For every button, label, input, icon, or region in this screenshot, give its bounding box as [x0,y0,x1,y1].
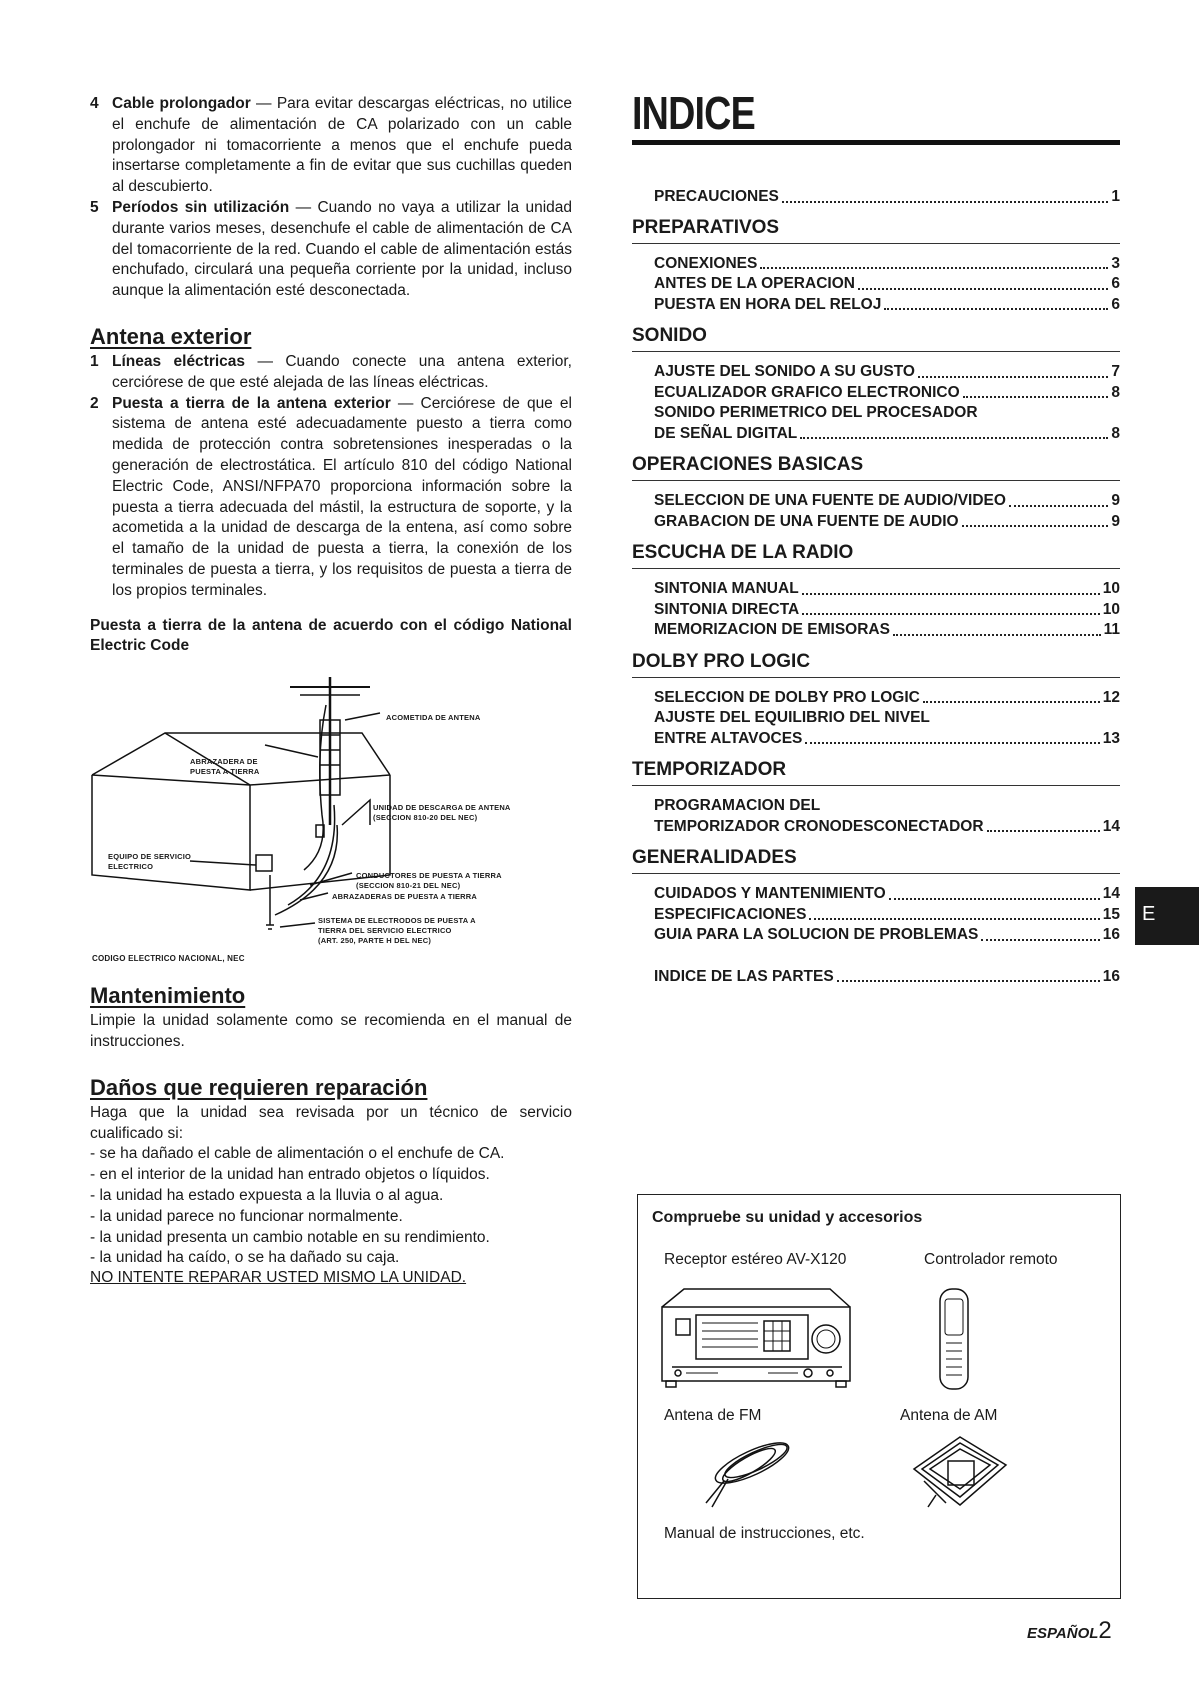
label-sistema-1: SISTEMA DE ELECTRODOS DE PUESTA A [318,916,476,926]
remote-icon [934,1285,974,1395]
toc-entry[interactable]: CONEXIONES 3 [654,254,1120,272]
accessories-box [637,1194,1121,1599]
safety-list-top [90,94,572,302]
toc-category: GENERALIDADES [632,847,1120,874]
footer-language: ESPAÑOL [1027,1625,1099,1642]
am-antenna-icon [906,1431,1014,1513]
mantenimiento-text: Limpie la unidad solamente como se recomienda en el manual de instrucciones. [90,1012,572,1050]
toc-section-generalidades [632,847,1120,946]
left-column [90,94,572,1287]
list-item: - la unidad ha caído, o se ha dañado su caja. [90,1249,400,1267]
list-item: - la unidad parece no funcionar normalmente. [90,1207,403,1225]
toc-entry[interactable]: TEMPORIZADOR CRONODESCONECTADOR 14 [654,817,1120,835]
list-item: 5 Períodos sin utilización — Cuando no vaya a utilizar la unidad durante varios meses, desenchufe el cable de alimentación de CA del tomacorriente de la red. Cuando el cable de alimentación estás enchufado, circulará una pequeña corriente por la unidad, incluso aunque la alimentación esté desconectada. [90,198,572,300]
label-abrazadera-1: ABRAZADERA DE [190,757,258,767]
fm-antenna-icon [694,1433,804,1513]
toc-section-temporizador [632,759,1120,837]
accessories-title: Compruebe su unidad y accesorios [652,1209,923,1226]
title-rule [632,140,1120,145]
list-item: 2 Puesta a tierra de la antena exterior — Cerciórese de que el sistema de antena esté adecuadamente puesto a tierra como medida de protección contra sobretensiones inesperadas o la generación de electrostática. El artículo 810 del código National Electric Code, ANSI/NFPA70 proporciona información sobre la puesta a tierra adecuada del mástil, la estructura de soporte, y la acometida a la unidad de descarga de la entena, así como sobre el tamaño de la unidad de puesta a tierra, la conexión de los terminales de puesta a tierra, y los requisitos de puesta a tierra de los propios terminales. [90,394,572,599]
toc-entry[interactable]: AJUSTE DEL SONIDO A SU GUSTO 7 [654,363,1120,380]
mantenimiento-heading: Mantenimiento [90,983,246,1009]
index-title: INDICE [632,87,755,139]
toc-category: PREPARATIVOS [632,217,1120,244]
danos-list [90,1144,572,1269]
toc-entry[interactable]: ENTRE ALTAVOCES 13 [654,729,1120,747]
toc-category: TEMPORIZADOR [632,759,1120,786]
label-abrazadera-2: PUESTA A TIERRA [190,767,260,777]
label-abrazaderas: ABRAZADERAS DE PUESTA A TIERRA [332,892,478,902]
toc-partes [632,967,1120,988]
receiver-label: Receptor estéreo AV-X120 [664,1251,847,1268]
am-antenna-label: Antena de AM [900,1407,998,1424]
toc-entry[interactable]: SINTONIA MANUAL 10 [654,580,1120,597]
label-equipo-1: EQUIPO DE SERVICIO [108,852,192,862]
list-item: 4 Cable prolongador — Para evitar descargas eléctricas, no utilice el enchufe de alimentación de CA polarizado con un cable prolongador ni tomacorriente a menos que el enchufe pueda insertarse completamente a fin de evitar que sus cuchillas queden al descubierto. [90,95,572,196]
toc-entry-prefix: AJUSTE DEL EQUILIBRIO DEL NIVEL [654,709,930,726]
toc-entry[interactable]: ECUALIZADOR GRAFICO ELECTRONICO 8 [654,383,1120,401]
receiver-icon [658,1287,854,1391]
list-item: - la unidad ha estado expuesta a la lluvia o al agua. [90,1186,444,1204]
label-unidad-1: UNIDAD DE DESCARGA DE ANTENA [373,803,511,813]
index-column [632,88,1120,987]
list-item: 1 Líneas eléctricas — Cuando conecte una antena exterior, cerciórese de que esté alejada de las líneas eléctricas. [90,352,572,391]
toc-entry[interactable]: MEMORIZACION DE EMISORAS 11 [654,621,1120,638]
toc-section-dolby [632,651,1120,750]
danos-intro: Haga que la unidad sea revisada por un técnico de servicio cualificado si: [90,1103,572,1142]
toc-category: OPERACIONES BASICAS [632,454,1120,481]
danos-heading: Daños que requieren reparación [90,1074,428,1100]
antena-list [90,352,572,602]
antena-heading: Antena exterior [90,323,252,349]
toc-section-sonido [632,325,1120,444]
toc-section-preparativos [632,217,1120,316]
toc-section-operaciones [632,454,1120,532]
label-sistema-3: (ART. 250, PARTE H DEL NEC) [318,936,432,946]
toc-entry-prefix: SONIDO PERIMETRICO DEL PROCESADOR [654,404,978,421]
toc-entry[interactable]: ESPECIFICACIONES 15 [654,905,1120,923]
toc-entry[interactable]: PUESTA EN HORA DEL RELOJ 6 [654,295,1120,313]
page-footer [1027,1617,1112,1645]
antena-subheading: Puesta a tierra de la antena de acuerdo con el código National Electric Code [90,616,572,655]
toc-section-radio [632,542,1120,641]
page-number: 2 [1098,1617,1112,1644]
toc-entry[interactable]: ANTES DE LA OPERACION 6 [654,275,1120,292]
language-tab [1135,887,1199,945]
list-item: - se ha dañado el cable de alimentación o el enchufe de CA. [90,1145,505,1163]
toc-entry[interactable]: PRECAUCIONES 1 [654,188,1120,205]
toc-precauciones [632,187,1120,208]
grounding-diagram [90,675,572,1005]
toc-entry[interactable]: SELECCION DE UNA FUENTE DE AUDIO/VIDEO 9 [654,492,1120,509]
repair-warning: NO INTENTE REPARAR USTED MISMO LA UNIDAD. [90,1269,467,1287]
toc-entry[interactable]: GRABACION DE UNA FUENTE DE AUDIO 9 [654,512,1120,530]
remote-label: Controlador remoto [924,1251,1058,1268]
diagram-caption: CODIGO ELECTRICO NACIONAL, NEC [92,954,245,964]
toc-entry[interactable]: SINTONIA DIRECTA 10 [654,600,1120,618]
fm-antenna-label: Antena de FM [664,1407,762,1424]
list-item: - la unidad presenta un cambio notable en su rendimiento. [90,1228,490,1246]
toc-entry[interactable]: GUIA PARA LA SOLUCION DE PROBLEMAS 16 [654,926,1120,943]
label-unidad-2: (SECCION 810-20 DEL NEC) [373,813,478,823]
language-tab-letter: E [1142,903,1156,925]
toc-entry[interactable]: CUIDADOS Y MANTENIMIENTO 14 [654,885,1120,902]
label-conductores-1: CONDUCTORES DE PUESTA A TIERRA [356,871,502,881]
list-item: - en el interior de la unidad han entrado objetos o líquidos. [90,1166,490,1184]
toc-category: DOLBY PRO LOGIC [632,651,1120,678]
label-equipo-2: ELECTRICO [108,862,154,872]
toc-entry[interactable]: DE SEÑAL DIGITAL 8 [654,424,1120,442]
label-sistema-2: TIERRA DEL SERVICIO ELECTRICO [318,926,452,936]
toc-entry-prefix: PROGRAMACION DEL [654,797,821,814]
toc-category: SONIDO [632,325,1120,352]
toc-entry[interactable]: INDICE DE LAS PARTES 16 [654,967,1120,985]
toc-entry[interactable]: SELECCION DE DOLBY PRO LOGIC 12 [654,688,1120,706]
label-acometida: ACOMETIDA DE ANTENA [386,713,481,723]
label-conductores-2: (SECCION 810-21 DEL NEC) [356,881,461,891]
toc-category: ESCUCHA DE LA RADIO [632,542,1120,569]
manual-label: Manual de instrucciones, etc. [664,1525,865,1542]
